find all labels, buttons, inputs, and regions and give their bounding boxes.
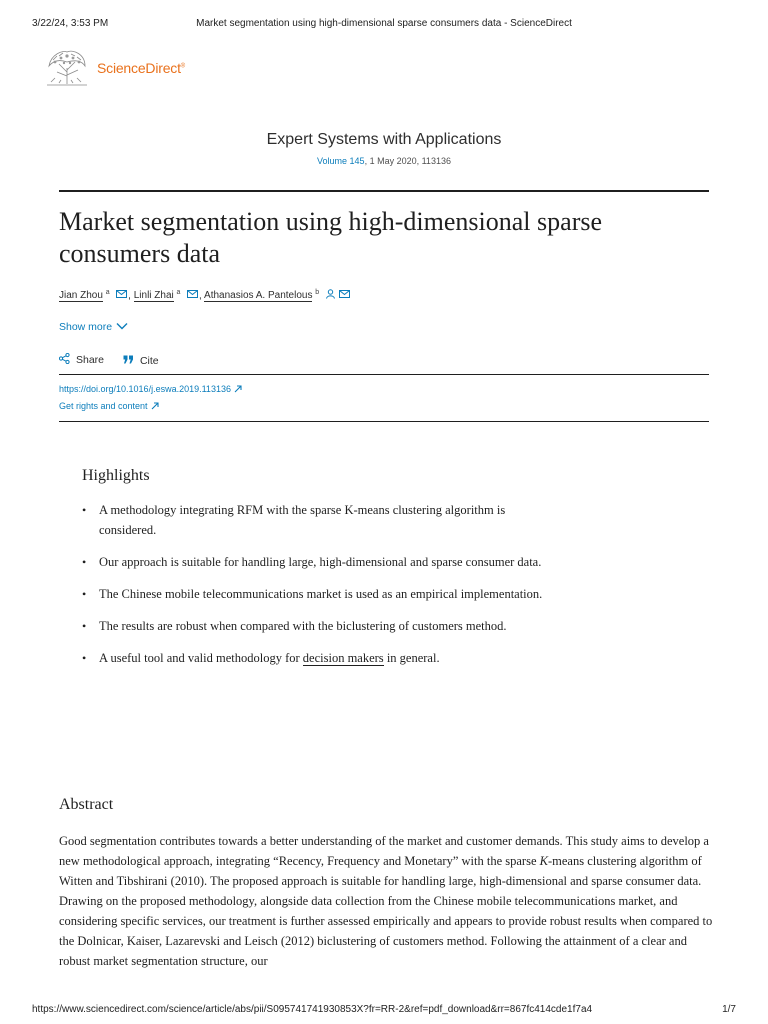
print-url: https://www.sciencedirect.com/science/article/abs/pii/S095741741930853X?fr=RR-2&ref=pdf_download&rr=867fc414cde1f7a4 [32, 1004, 593, 1015]
rights-link[interactable] [59, 401, 160, 412]
doi-link[interactable] [59, 384, 243, 395]
volume-info [0, 156, 768, 166]
abstract-heading: Abstract [59, 796, 114, 813]
author-affiliation[interactable]: a [176, 289, 181, 296]
author-name[interactable]: Athanasios A. Pantelous [204, 290, 313, 302]
article-title: Market segmentation using high-dimensional sparse consumers data [59, 207, 603, 268]
highlight-item: • The results are robust when compared with the biclustering of customers method. [82, 619, 507, 633]
quote-icon [123, 355, 134, 367]
brand-name[interactable]: ScienceDirect® [97, 60, 185, 76]
abstract-text: Good segmentation contributes towards a better understanding of the market and customer demands. This study aims to develop a new methodological approach, integrating “Recency, Frequency and Monetary” with the sparse K-means clustering algorithm of Witten and Tibshirani (2010). The proposed approach is suitable for handling large, high-dimensional and sparse consumer data. Drawing on the proposed methodology, alongside data collection from the Chinese mobile telecommunications market, and considering specific services, our treatment is further assessed empirically and appears to provide robust results when compared to the Dolnicar, Kaiser, Lazarevski and Leisch (2012) biclustering of customers method. Following the attainment of a clear and robust market segmentation structure, our [59, 834, 713, 968]
highlight-item: • Our approach is suitable for handling large, high-dimensional and sparse consumer data. [82, 555, 542, 569]
author-affiliation[interactable]: b [315, 289, 320, 296]
header-divider [59, 421, 709, 422]
highlights-heading: Highlights [82, 467, 150, 484]
share-icon [59, 353, 70, 367]
print-document-title: Market segmentation using high-dimensional sparse consumers data - ScienceDirect [196, 18, 572, 29]
author-name[interactable]: Jian Zhou [59, 290, 103, 302]
author-list: Jian Zhou $^a$ , Linli Zhai $^a$ , Athanasios A. Pantelous $^b$ [59, 289, 351, 302]
email-icon[interactable] [187, 290, 198, 301]
highlights-list [82, 500, 552, 680]
volume-link[interactable]: Volume 145 [317, 156, 365, 166]
email-icon[interactable] [339, 290, 350, 301]
elsevier-tree-icon[interactable] [45, 48, 89, 86]
journal-name[interactable]: Expert Systems with Applications [266, 131, 502, 148]
k-italic: K [539, 854, 548, 868]
print-timestamp: 3/22/24, 3:53 PM [32, 18, 109, 29]
highlight-item: • A methodology integrating RFM with the sparse K-means clustering algorithm is considered. [82, 503, 506, 537]
highlight-item: • A useful tool and valid methodology for decision makers in general. [82, 651, 440, 665]
page-number: 1/7 [722, 1004, 736, 1015]
show-more-label: Show more [59, 321, 113, 333]
external-link-icon [234, 385, 242, 395]
show-more-button[interactable] [59, 321, 129, 333]
share-button[interactable] [59, 353, 104, 367]
email-icon[interactable] [116, 290, 127, 301]
highlight-item: • The Chinese mobile telecommunications market is used as an empirical implementation. [82, 587, 543, 601]
article-tools [59, 353, 175, 367]
tools-divider [59, 374, 709, 375]
author-name[interactable]: Linli Zhai [133, 290, 174, 302]
author-affiliation[interactable]: a [105, 289, 110, 296]
chevron-down-icon [116, 321, 128, 333]
cite-label: Cite [139, 355, 159, 367]
rights-label: Get rights and content [59, 401, 148, 411]
decision-makers-link[interactable]: decision makers [302, 651, 384, 665]
external-link-icon [151, 402, 159, 412]
doi-label: https://doi.org/10.1016/j.eswa.2019.113136 [59, 384, 231, 394]
cite-button[interactable] [123, 355, 159, 367]
person-icon[interactable] [326, 289, 335, 302]
share-label: Share [76, 354, 105, 366]
title-divider [59, 190, 709, 192]
volume-details: , 1 May 2020, 113136 [364, 156, 451, 166]
